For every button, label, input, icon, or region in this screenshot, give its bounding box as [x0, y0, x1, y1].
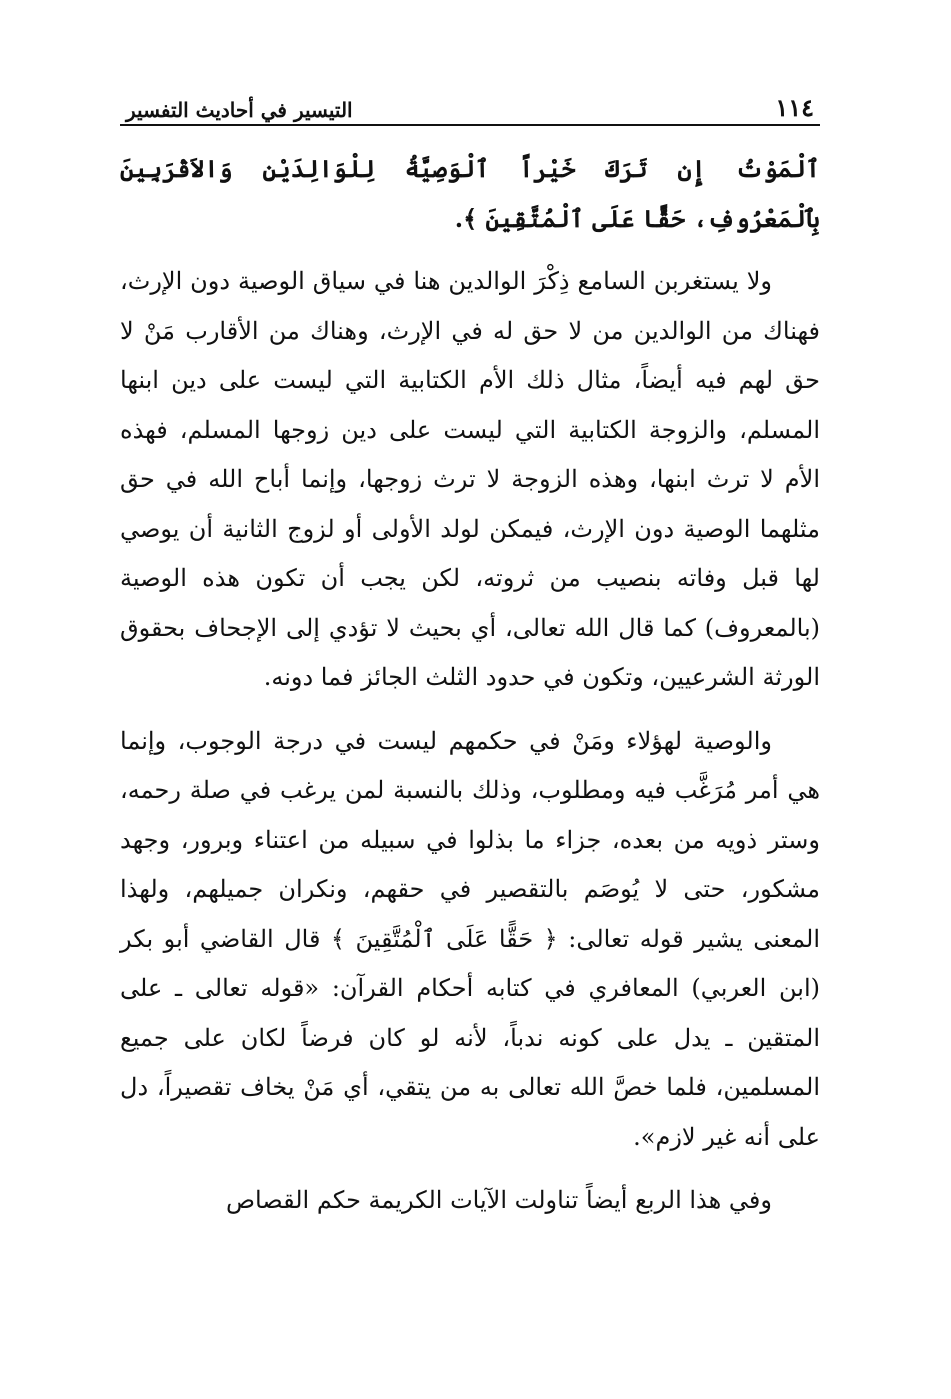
- page-number: ١١٤: [775, 93, 814, 122]
- body-paragraph: ولا يستغربن السامع ذِكْرَ الوالدين هنا في سياق الوصية دون الإرث، فهناك من الوالدين من لا حق له في الإرث، وهناك من الأقارب مَنْ لا حق لهم فيه أيضاً، مثال ذلك الأم الكتابية التي ليست على دين ابنها المسلم، والزوجة الكتابية التي ليست على دين زوجها المسلم، فهذه الأم لا ترث ابنها، وهذه الزوجة لا ترث زوجها، وإنما أباح الله في حق مثلهما الوصية دون الإرث، فيمكن لولد الأولى أو لزوج الثانية أن يوصي لها قبل وفاته بنصيب من ثروته، لكن يجب أن تكون هذه الوصية (بالمعروف) كما قال الله تعالى، أي بحيث لا تؤدي إلى الإجحاف بحقوق الورثة الشرعيين، وتكون في حدود الثلث الجائز فما دونه.: [120, 267, 820, 691]
- body-paragraph: والوصية لهؤلاء ومَنْ في حكمهم ليست في درجة الوجوب، وإنما هي أمر مُرَغَّب فيه ومطلوب، وذلك بالنسبة لمن يرغب في صلة رحمه، وستر ذويه من بعده، جزاء ما بذلوا في سبيله من اعتناء وبرور، وجهد مشكور، حتى لا يُوصَم بالتقصير في حقهم، ونكران جميلهم، ولهذا المعنى يشير قوله تعالى: ﴿ حَقًّا عَلَى ٱلْمُتَّقِينَ ﴾ قال القاضي أبو بكر (ابن العربي) المعافري في كتابه أحكام القرآن: «قوله تعالى ـ على المتقين ـ يدل على كونه ندباً، لأنه لو كان فرضاً لكان على جميع المسلمين، فلما خصَّ الله تعالى به من يتقي، أي مَنْ يخاف تقصيراً، دل على أنه غير لازم».: [120, 726, 820, 1151]
- running-title: التيسير في أحاديث التفسير: [126, 98, 353, 122]
- page-body: [120, 144, 820, 1226]
- page-header: [120, 88, 820, 126]
- quran-verse-paragraph: ٱلْمَوْتُ إِن تَرَكَ خَيْراً ٱلْوَصِيَّةُ لِلْوَالِدَيْنِ وَالاَقْرَبِينَ بِٱلْمَعْرُوفِ، حَقًّا عَلَى ٱلْمُتَّقِينَ ﴾.: [120, 154, 820, 233]
- book-page: [120, 88, 820, 1368]
- body-paragraph: وفي هذا الربع أيضاً تناولت الآيات الكريمة حكم القصاص: [225, 1186, 772, 1214]
